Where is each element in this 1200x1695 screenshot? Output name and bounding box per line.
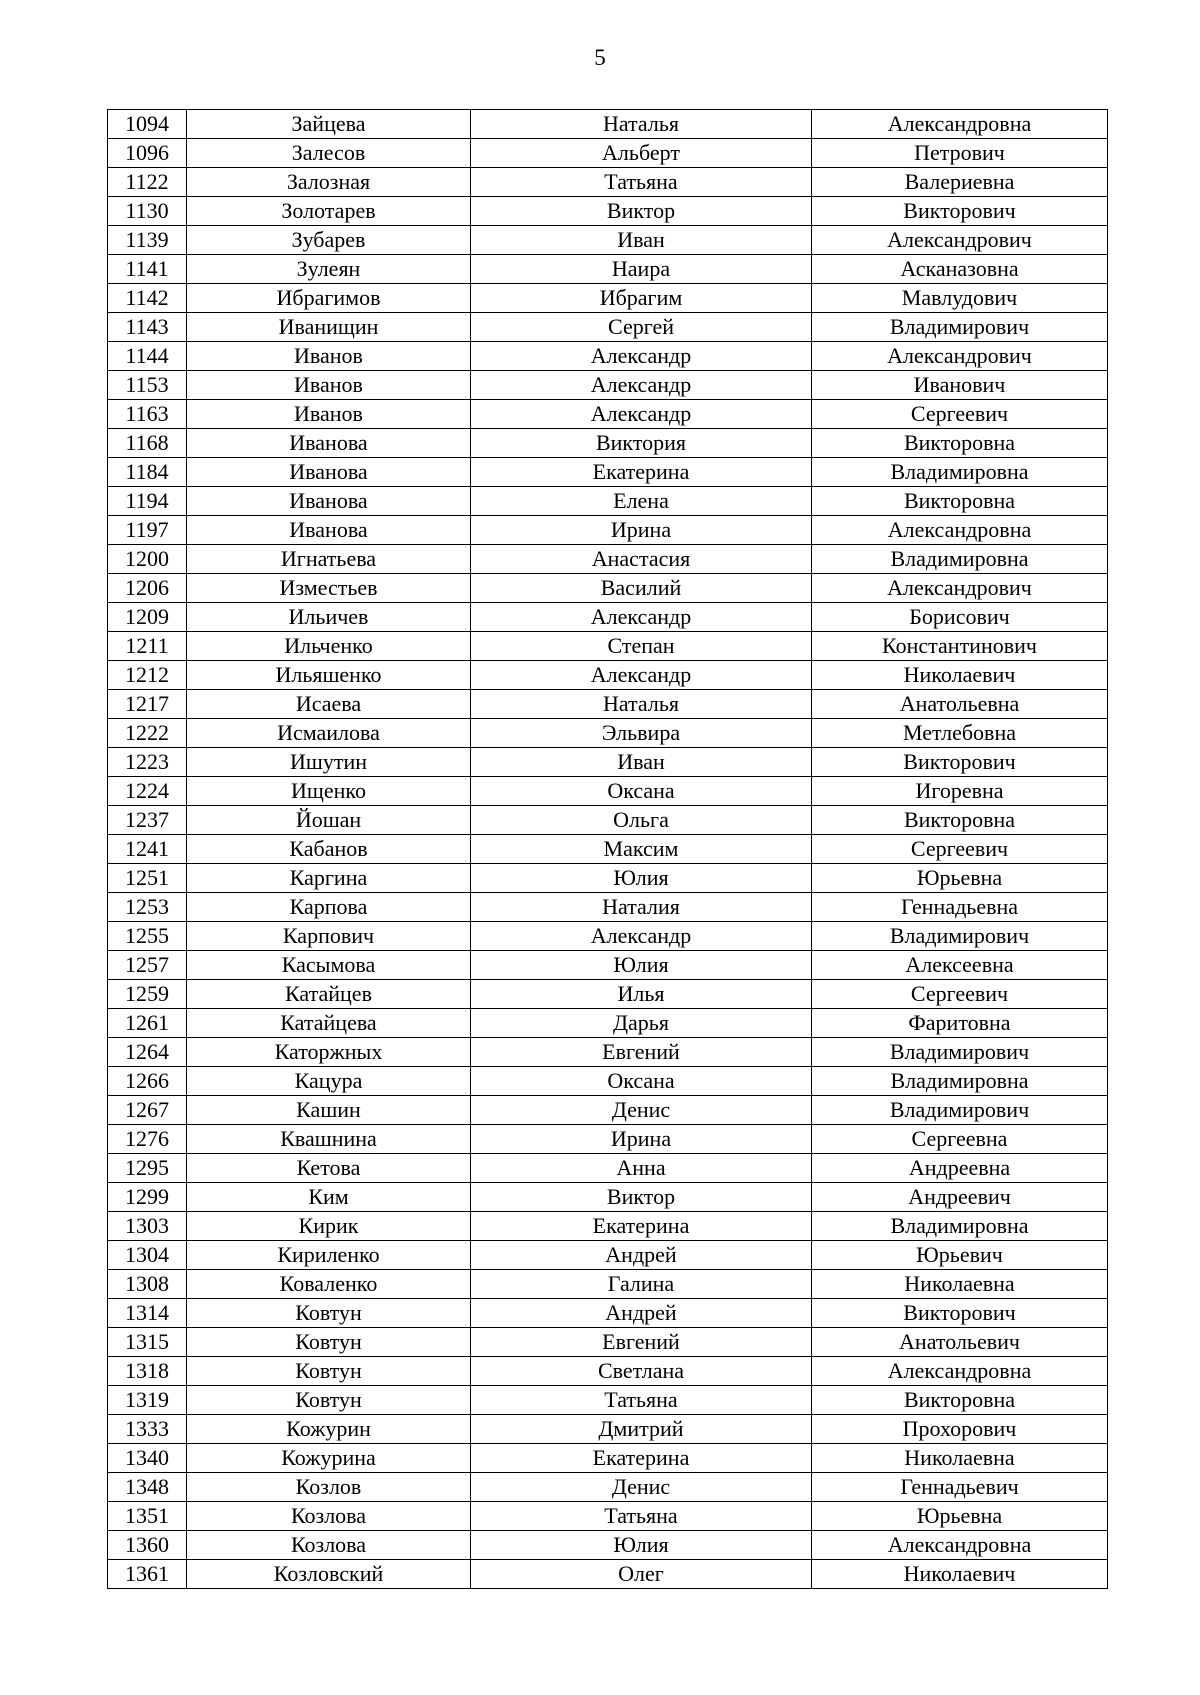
first-name-cell: Андрей <box>471 1241 812 1270</box>
last-name-cell: Кириленко <box>187 1241 471 1270</box>
last-name-cell: Каргина <box>187 864 471 893</box>
patronymic-cell: Александровна <box>812 1357 1108 1386</box>
record-number-cell: 1318 <box>108 1357 187 1386</box>
patronymic-cell: Геннадьевна <box>812 893 1108 922</box>
patronymic-cell: Игоревна <box>812 777 1108 806</box>
patronymic-cell: Сергеевна <box>812 1125 1108 1154</box>
record-number-cell: 1096 <box>108 139 187 168</box>
patronymic-cell: Александрович <box>812 342 1108 371</box>
table-row <box>108 1154 1108 1183</box>
first-name-cell: Наталья <box>471 690 812 719</box>
patronymic-cell: Викторовна <box>812 487 1108 516</box>
first-name-cell: Татьяна <box>471 1386 812 1415</box>
first-name-cell: Евгений <box>471 1328 812 1357</box>
table-row <box>108 1560 1108 1589</box>
last-name-cell: Иванов <box>187 400 471 429</box>
record-number-cell: 1266 <box>108 1067 187 1096</box>
page-number: 5 <box>594 45 606 70</box>
last-name-cell: Золотарев <box>187 197 471 226</box>
table-row <box>108 864 1108 893</box>
record-number-cell: 1211 <box>108 632 187 661</box>
last-name-cell: Зубарев <box>187 226 471 255</box>
record-number-cell: 1303 <box>108 1212 187 1241</box>
patronymic-cell: Юрьевна <box>812 1502 1108 1531</box>
last-name-cell: Залесов <box>187 139 471 168</box>
last-name-cell: Иванова <box>187 487 471 516</box>
patronymic-cell: Владимирович <box>812 1038 1108 1067</box>
record-number-cell: 1299 <box>108 1183 187 1212</box>
first-name-cell: Наталья <box>471 110 812 139</box>
first-name-cell: Андрей <box>471 1299 812 1328</box>
last-name-cell: Карпова <box>187 893 471 922</box>
first-name-cell: Екатерина <box>471 458 812 487</box>
last-name-cell: Кацура <box>187 1067 471 1096</box>
patronymic-cell: Александрович <box>812 226 1108 255</box>
last-name-cell: Касымова <box>187 951 471 980</box>
last-name-cell: Изместьев <box>187 574 471 603</box>
last-name-cell: Кирик <box>187 1212 471 1241</box>
table-row <box>108 1270 1108 1299</box>
first-name-cell: Александр <box>471 922 812 951</box>
last-name-cell: Катайцев <box>187 980 471 1009</box>
patronymic-cell: Прохорович <box>812 1415 1108 1444</box>
patronymic-cell: Викторовна <box>812 806 1108 835</box>
first-name-cell: Татьяна <box>471 168 812 197</box>
table-row <box>108 1502 1108 1531</box>
table-row <box>108 777 1108 806</box>
patronymic-cell: Викторович <box>812 748 1108 777</box>
patronymic-cell: Николаевич <box>812 661 1108 690</box>
table-row <box>108 980 1108 1009</box>
record-number-cell: 1276 <box>108 1125 187 1154</box>
table-row <box>108 661 1108 690</box>
first-name-cell: Дмитрий <box>471 1415 812 1444</box>
table-row <box>108 1212 1108 1241</box>
record-number-cell: 1333 <box>108 1415 187 1444</box>
table-row <box>108 545 1108 574</box>
record-number-cell: 1315 <box>108 1328 187 1357</box>
first-name-cell: Денис <box>471 1096 812 1125</box>
first-name-cell: Александр <box>471 342 812 371</box>
first-name-cell: Иван <box>471 226 812 255</box>
roster-table <box>107 109 1108 1589</box>
record-number-cell: 1348 <box>108 1473 187 1502</box>
last-name-cell: Кожурин <box>187 1415 471 1444</box>
first-name-cell: Светлана <box>471 1357 812 1386</box>
record-number-cell: 1237 <box>108 806 187 835</box>
last-name-cell: Залозная <box>187 168 471 197</box>
record-number-cell: 1184 <box>108 458 187 487</box>
last-name-cell: Ковтун <box>187 1328 471 1357</box>
first-name-cell: Виктория <box>471 429 812 458</box>
patronymic-cell: Владимировна <box>812 458 1108 487</box>
last-name-cell: Козлова <box>187 1531 471 1560</box>
record-number-cell: 1122 <box>108 168 187 197</box>
first-name-cell: Оксана <box>471 777 812 806</box>
record-number-cell: 1314 <box>108 1299 187 1328</box>
table-row <box>108 1183 1108 1212</box>
table-row <box>108 487 1108 516</box>
first-name-cell: Наира <box>471 255 812 284</box>
last-name-cell: Ильяшенко <box>187 661 471 690</box>
first-name-cell: Ирина <box>471 1125 812 1154</box>
record-number-cell: 1257 <box>108 951 187 980</box>
last-name-cell: Зулеян <box>187 255 471 284</box>
table-row <box>108 632 1108 661</box>
first-name-cell: Ибрагим <box>471 284 812 313</box>
record-number-cell: 1224 <box>108 777 187 806</box>
patronymic-cell: Николаевна <box>812 1270 1108 1299</box>
patronymic-cell: Юрьевна <box>812 864 1108 893</box>
last-name-cell: Иванова <box>187 516 471 545</box>
first-name-cell: Екатерина <box>471 1444 812 1473</box>
table-row <box>108 1386 1108 1415</box>
table-row <box>108 1357 1108 1386</box>
first-name-cell: Альберт <box>471 139 812 168</box>
record-number-cell: 1194 <box>108 487 187 516</box>
first-name-cell: Василий <box>471 574 812 603</box>
record-number-cell: 1142 <box>108 284 187 313</box>
table-row <box>108 893 1108 922</box>
first-name-cell: Оксана <box>471 1067 812 1096</box>
record-number-cell: 1267 <box>108 1096 187 1125</box>
patronymic-cell: Андреевич <box>812 1183 1108 1212</box>
last-name-cell: Каторжных <box>187 1038 471 1067</box>
record-number-cell: 1217 <box>108 690 187 719</box>
record-number-cell: 1206 <box>108 574 187 603</box>
table-row <box>108 168 1108 197</box>
first-name-cell: Виктор <box>471 1183 812 1212</box>
table-row <box>108 951 1108 980</box>
first-name-cell: Максим <box>471 835 812 864</box>
record-number-cell: 1223 <box>108 748 187 777</box>
record-number-cell: 1304 <box>108 1241 187 1270</box>
patronymic-cell: Викторович <box>812 1299 1108 1328</box>
first-name-cell: Александр <box>471 371 812 400</box>
record-number-cell: 1168 <box>108 429 187 458</box>
last-name-cell: Козлов <box>187 1473 471 1502</box>
last-name-cell: Иванищин <box>187 313 471 342</box>
last-name-cell: Ковтун <box>187 1357 471 1386</box>
patronymic-cell: Викторовна <box>812 1386 1108 1415</box>
last-name-cell: Ильичев <box>187 603 471 632</box>
last-name-cell: Йошан <box>187 806 471 835</box>
last-name-cell: Ильченко <box>187 632 471 661</box>
record-number-cell: 1163 <box>108 400 187 429</box>
patronymic-cell: Мавлудович <box>812 284 1108 313</box>
table-row <box>108 429 1108 458</box>
table-row <box>108 1038 1108 1067</box>
first-name-cell: Денис <box>471 1473 812 1502</box>
first-name-cell: Юлия <box>471 1531 812 1560</box>
last-name-cell: Игнатьева <box>187 545 471 574</box>
record-number-cell: 1351 <box>108 1502 187 1531</box>
last-name-cell: Кожурина <box>187 1444 471 1473</box>
record-number-cell: 1264 <box>108 1038 187 1067</box>
table-row <box>108 748 1108 777</box>
last-name-cell: Исаева <box>187 690 471 719</box>
table-row <box>108 1125 1108 1154</box>
record-number-cell: 1209 <box>108 603 187 632</box>
last-name-cell: Ким <box>187 1183 471 1212</box>
patronymic-cell: Николаевна <box>812 1444 1108 1473</box>
record-number-cell: 1259 <box>108 980 187 1009</box>
first-name-cell: Юлия <box>471 864 812 893</box>
table-row <box>108 835 1108 864</box>
patronymic-cell: Константинович <box>812 632 1108 661</box>
table-row <box>108 1444 1108 1473</box>
patronymic-cell: Владимировна <box>812 1067 1108 1096</box>
first-name-cell: Дарья <box>471 1009 812 1038</box>
table-row <box>108 1473 1108 1502</box>
record-number-cell: 1130 <box>108 197 187 226</box>
table-row <box>108 342 1108 371</box>
last-name-cell: Кашин <box>187 1096 471 1125</box>
table-row <box>108 1531 1108 1560</box>
table-row <box>108 197 1108 226</box>
first-name-cell: Александр <box>471 400 812 429</box>
last-name-cell: Иванова <box>187 429 471 458</box>
first-name-cell: Ольга <box>471 806 812 835</box>
record-number-cell: 1212 <box>108 661 187 690</box>
table-row <box>108 719 1108 748</box>
roster-table-body <box>108 110 1108 1589</box>
patronymic-cell: Александровна <box>812 516 1108 545</box>
record-number-cell: 1141 <box>108 255 187 284</box>
table-row <box>108 255 1108 284</box>
patronymic-cell: Сергеевич <box>812 835 1108 864</box>
patronymic-cell: Асканазовна <box>812 255 1108 284</box>
table-row <box>108 1067 1108 1096</box>
last-name-cell: Зайцева <box>187 110 471 139</box>
table-row <box>108 806 1108 835</box>
patronymic-cell: Анатольевна <box>812 690 1108 719</box>
table-row <box>108 226 1108 255</box>
patronymic-cell: Александровна <box>812 1531 1108 1560</box>
last-name-cell: Козлова <box>187 1502 471 1531</box>
patronymic-cell: Владимировна <box>812 545 1108 574</box>
table-row <box>108 371 1108 400</box>
first-name-cell: Анна <box>471 1154 812 1183</box>
record-number-cell: 1295 <box>108 1154 187 1183</box>
record-number-cell: 1340 <box>108 1444 187 1473</box>
record-number-cell: 1200 <box>108 545 187 574</box>
table-row <box>108 1299 1108 1328</box>
table-row <box>108 1328 1108 1357</box>
last-name-cell: Квашнина <box>187 1125 471 1154</box>
first-name-cell: Татьяна <box>471 1502 812 1531</box>
patronymic-cell: Владимирович <box>812 922 1108 951</box>
first-name-cell: Евгений <box>471 1038 812 1067</box>
patronymic-cell: Николаевич <box>812 1560 1108 1589</box>
table-row <box>108 139 1108 168</box>
record-number-cell: 1143 <box>108 313 187 342</box>
record-number-cell: 1251 <box>108 864 187 893</box>
patronymic-cell: Петрович <box>812 139 1108 168</box>
patronymic-cell: Метлебовна <box>812 719 1108 748</box>
table-row <box>108 1096 1108 1125</box>
record-number-cell: 1253 <box>108 893 187 922</box>
patronymic-cell: Юрьевич <box>812 1241 1108 1270</box>
table-row <box>108 1009 1108 1038</box>
last-name-cell: Ковтун <box>187 1386 471 1415</box>
first-name-cell: Илья <box>471 980 812 1009</box>
patronymic-cell: Андреевна <box>812 1154 1108 1183</box>
record-number-cell: 1222 <box>108 719 187 748</box>
table-row <box>108 603 1108 632</box>
patronymic-cell: Владимировна <box>812 1212 1108 1241</box>
table-row <box>108 690 1108 719</box>
first-name-cell: Анастасия <box>471 545 812 574</box>
record-number-cell: 1153 <box>108 371 187 400</box>
patronymic-cell: Анатольевич <box>812 1328 1108 1357</box>
table-row <box>108 458 1108 487</box>
first-name-cell: Степан <box>471 632 812 661</box>
first-name-cell: Эльвира <box>471 719 812 748</box>
last-name-cell: Карпович <box>187 922 471 951</box>
table-row <box>108 516 1108 545</box>
patronymic-cell: Борисович <box>812 603 1108 632</box>
patronymic-cell: Владимирович <box>812 1096 1108 1125</box>
first-name-cell: Виктор <box>471 197 812 226</box>
first-name-cell: Елена <box>471 487 812 516</box>
patronymic-cell: Сергеевич <box>812 980 1108 1009</box>
table-row <box>108 313 1108 342</box>
last-name-cell: Ищенко <box>187 777 471 806</box>
first-name-cell: Галина <box>471 1270 812 1299</box>
record-number-cell: 1241 <box>108 835 187 864</box>
last-name-cell: Коваленко <box>187 1270 471 1299</box>
last-name-cell: Исмаилова <box>187 719 471 748</box>
record-number-cell: 1139 <box>108 226 187 255</box>
patronymic-cell: Владимирович <box>812 313 1108 342</box>
record-number-cell: 1361 <box>108 1560 187 1589</box>
patronymic-cell: Александровна <box>812 110 1108 139</box>
last-name-cell: Иванов <box>187 371 471 400</box>
last-name-cell: Козловский <box>187 1560 471 1589</box>
record-number-cell: 1261 <box>108 1009 187 1038</box>
patronymic-cell: Викторович <box>812 197 1108 226</box>
patronymic-cell: Иванович <box>812 371 1108 400</box>
last-name-cell: Кабанов <box>187 835 471 864</box>
first-name-cell: Олег <box>471 1560 812 1589</box>
patronymic-cell: Алексеевна <box>812 951 1108 980</box>
record-number-cell: 1319 <box>108 1386 187 1415</box>
last-name-cell: Кетова <box>187 1154 471 1183</box>
first-name-cell: Сергей <box>471 313 812 342</box>
last-name-cell: Иванов <box>187 342 471 371</box>
table-row <box>108 284 1108 313</box>
table-row <box>108 574 1108 603</box>
record-number-cell: 1255 <box>108 922 187 951</box>
patronymic-cell: Фаритовна <box>812 1009 1108 1038</box>
first-name-cell: Иван <box>471 748 812 777</box>
record-number-cell: 1144 <box>108 342 187 371</box>
record-number-cell: 1360 <box>108 1531 187 1560</box>
table-row <box>108 1241 1108 1270</box>
record-number-cell: 1308 <box>108 1270 187 1299</box>
patronymic-cell: Сергеевич <box>812 400 1108 429</box>
table-row <box>108 400 1108 429</box>
last-name-cell: Ишутин <box>187 748 471 777</box>
record-number-cell: 1094 <box>108 110 187 139</box>
first-name-cell: Ирина <box>471 516 812 545</box>
patronymic-cell: Викторовна <box>812 429 1108 458</box>
first-name-cell: Александр <box>471 661 812 690</box>
last-name-cell: Катайцева <box>187 1009 471 1038</box>
first-name-cell: Екатерина <box>471 1212 812 1241</box>
table-row <box>108 110 1108 139</box>
first-name-cell: Александр <box>471 603 812 632</box>
first-name-cell: Юлия <box>471 951 812 980</box>
patronymic-cell: Александрович <box>812 574 1108 603</box>
last-name-cell: Ибрагимов <box>187 284 471 313</box>
table-row <box>108 922 1108 951</box>
last-name-cell: Иванова <box>187 458 471 487</box>
last-name-cell: Ковтун <box>187 1299 471 1328</box>
first-name-cell: Наталия <box>471 893 812 922</box>
record-number-cell: 1197 <box>108 516 187 545</box>
patronymic-cell: Валериевна <box>812 168 1108 197</box>
patronymic-cell: Геннадьевич <box>812 1473 1108 1502</box>
table-row <box>108 1415 1108 1444</box>
